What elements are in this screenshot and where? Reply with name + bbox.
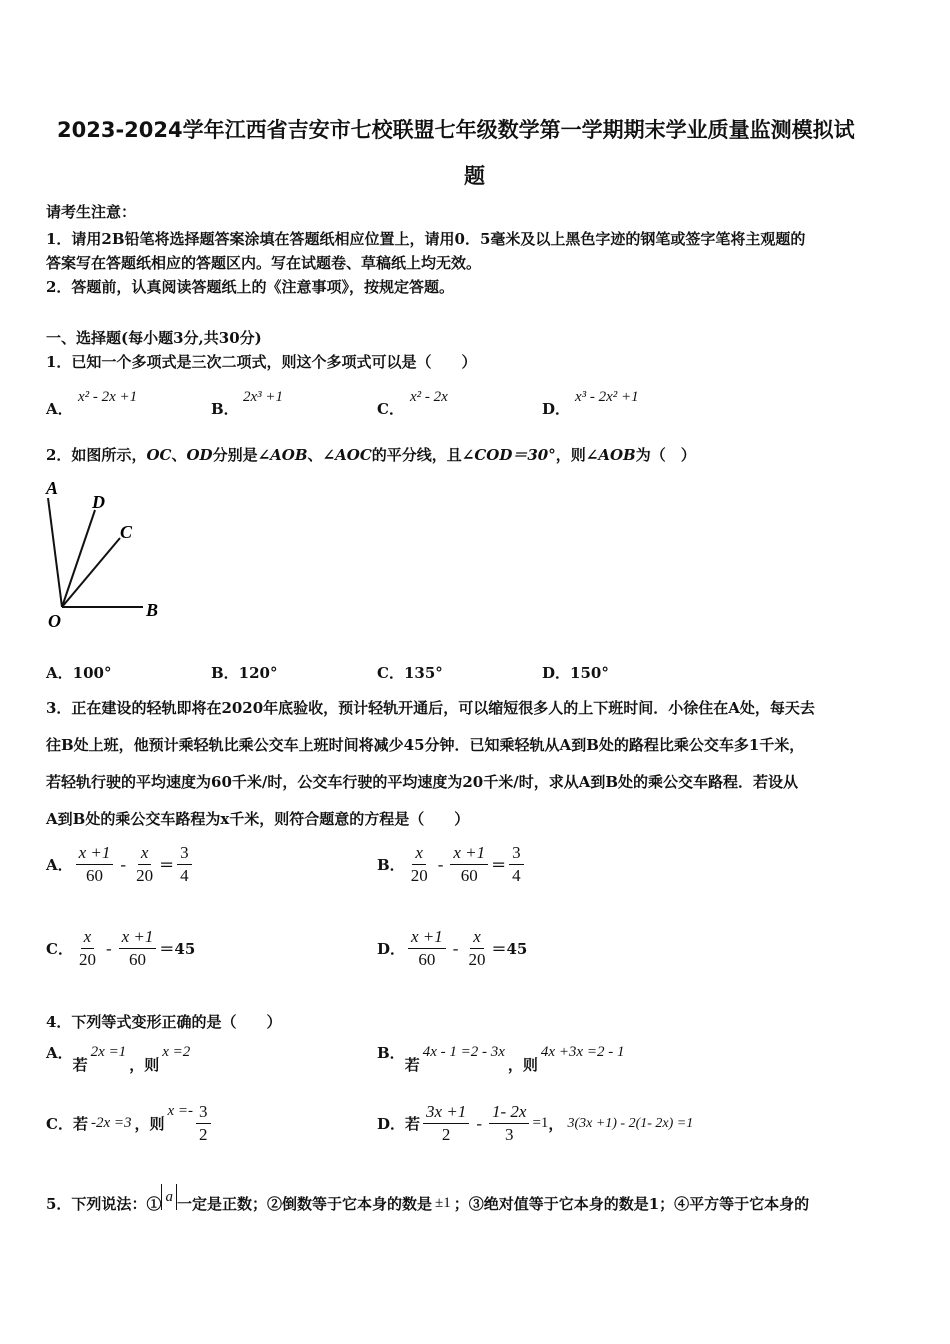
q3-option-c: C． $\frac{x}{20}$ - $\frac{x +1}{60}$ ＝45	[46, 927, 196, 969]
question-3-line-2: 往B处上班，他预计乘轻轨比乘公交车上班时间将减少45分钟．已知乘轻轨从A到B处的路程比乘公交车多1千米，	[46, 736, 805, 754]
q4-option-d: D． 若 $\frac{3x +1}{2}$ - $\frac{1- 2x}{3}$ =1 ， 3(3x +1) - 2(1- 2x) =1	[377, 1102, 694, 1144]
q3-option-b: B． $\frac{x}{20}$ - $\frac{x +1}{60}$ ＝ $\frac{3}{4}$	[377, 843, 527, 886]
page-title-continued: 题	[464, 164, 485, 188]
fraction: $\frac{x}{20}$	[78, 927, 96, 969]
label-a: A	[46, 478, 59, 498]
q2-mid3: ，则	[555, 446, 586, 464]
q3-option-a: A． $\frac{x +1}{60}$ - $\frac{x}{20}$ ＝ $\frac{3}{4}$	[46, 843, 195, 886]
q2-option-c: C．135°	[377, 664, 443, 682]
q2-cod: ∠COD＝30°	[461, 446, 556, 464]
q3-option-d-label: D．	[377, 940, 406, 958]
q1-option-d: x³ - 2x² +1	[575, 389, 639, 405]
q1-option-c-label: C．	[377, 400, 404, 418]
q2-aoc: ∠AOC	[322, 446, 372, 464]
q1-option-d-label: D．	[542, 400, 571, 418]
notice-heading: 请考生注意：	[46, 203, 137, 221]
q1-option-a: x² - 2x +1	[78, 389, 138, 405]
ray-oa	[48, 498, 62, 607]
q3-option-b-label: B．	[377, 856, 405, 874]
fraction: $\frac{3}{4}$	[509, 843, 524, 886]
fraction: $\frac{1- 2x}{3}$	[489, 1102, 529, 1145]
q1-option-b-label: B．	[211, 400, 239, 418]
label-o: O	[48, 611, 61, 631]
fraction: $\frac{3}{2}$	[196, 1102, 211, 1145]
q4-option-a: A． 若 2x =1 ，则 x =2	[46, 1044, 191, 1074]
q4-option-c: C． 若 -2x =3 ，则 x =- $\frac{3}{2}$	[46, 1102, 214, 1145]
q4-option-a-label: A．	[46, 1044, 73, 1062]
q2-option-a: A．100°	[46, 664, 112, 682]
fraction: $\frac{3}{4}$	[177, 843, 192, 886]
notice-line-1: 1．请用2B铅笔将选择题答案涂填在答题纸相应位置上，请用0．5毫米及以上黑色字迹的钢笔或签字笔将主观题的	[46, 230, 806, 248]
q1-option-c: x² - 2x	[410, 389, 448, 405]
ray-oc	[62, 538, 120, 607]
q4-option-b-label: B．	[377, 1044, 405, 1062]
notice-line-3: 2．答题前，认真阅读答题纸上的《注意事项》，按规定答题。	[46, 278, 454, 296]
notice-line-2: 答案写在答题纸相应的答题区内。写在试题卷、草稿纸上均无效。	[46, 254, 482, 272]
angle-figure	[40, 470, 180, 635]
fraction: $\frac{x +1}{60}$	[450, 843, 488, 886]
q3-option-a-label: A．	[46, 856, 73, 874]
question-5-stem: 5．下列说法：① a 一定是正数；②倒数等于它本身的数是 ±1 ；③绝对值等于它本身的数是1；④平方等于它本身的	[46, 1190, 809, 1216]
absolute-value-a: a	[161, 1184, 177, 1210]
ray-od	[62, 510, 95, 607]
page-title: 2023-2024学年江西省吉安市七校联盟七年级数学第一学期期末学业质量监测模拟试	[57, 118, 855, 142]
question-3-line-1: 3．正在建设的轻轨即将在2020年底验收，预计轻轨开通后，可以缩短很多人的上下班时间．小徐住在A处，每天去	[46, 699, 815, 717]
fraction: $\frac{x}{20}$	[468, 927, 486, 969]
q2-aob2: ∠AOB	[585, 446, 636, 464]
question-3-line-3: 若轻轨行驶的平均速度为60千米/时，公交车行驶的平均速度为20千米/时，求从A到B处的乘公交车路程．若设从	[46, 773, 799, 791]
q1-option-b: 2x³ +1	[243, 389, 284, 405]
label-c: C	[120, 522, 133, 542]
q2-sep1: 、	[171, 446, 187, 464]
fraction: $\frac{x}{20}$	[410, 843, 428, 885]
q2-oc: OC	[146, 446, 172, 464]
fraction: $\frac{x +1}{60}$	[76, 843, 114, 886]
q2-sep2: 、	[307, 446, 323, 464]
q2-od: OD	[186, 446, 213, 464]
label-d: D	[92, 492, 105, 512]
section-heading: 一、选择题(每小题3分,共30分)	[46, 329, 262, 347]
q2-mid1: 分别是	[212, 446, 258, 464]
q2-stem-pre: 2．如图所示，	[46, 446, 147, 464]
question-4-stem: 4．下列等式变形正确的是（ ）	[46, 1013, 282, 1031]
q2-end: 为（ ）	[635, 446, 696, 464]
q2-option-d: D．150°	[542, 664, 609, 682]
question-1-stem: 1．已知一个多项式是三次二项式，则这个多项式可以是（ ）	[46, 353, 477, 371]
q2-aob: ∠AOB	[257, 446, 308, 464]
q3-option-d: D． $\frac{x +1}{60}$ - $\frac{x}{20}$ ＝45	[377, 927, 528, 969]
fraction: $\frac{3x +1}{2}$	[423, 1102, 469, 1145]
label-b: B	[146, 600, 159, 620]
q3-option-c-label: C．	[46, 940, 73, 958]
fraction: $\frac{x}{20}$	[136, 843, 154, 885]
q2-option-b: B．120°	[211, 664, 278, 682]
q4-option-b: B． 若 4x - 1 =2 - 3x ，则 4x +3x =2 - 1	[377, 1044, 625, 1074]
fraction: $\frac{x +1}{60}$	[408, 927, 446, 970]
fraction: $\frac{x +1}{60}$	[119, 927, 157, 970]
question-2-stem	[46, 444, 696, 465]
q1-option-a-label: A．	[46, 400, 73, 418]
q4-option-d-label: D．	[377, 1115, 406, 1133]
question-3-line-4: A到B处的乘公交车路程为x千米，则符合题意的方程是（ ）	[46, 810, 470, 828]
q4-option-c-label: C．	[46, 1115, 73, 1133]
q2-mid2: 的平分线，且	[371, 446, 462, 464]
